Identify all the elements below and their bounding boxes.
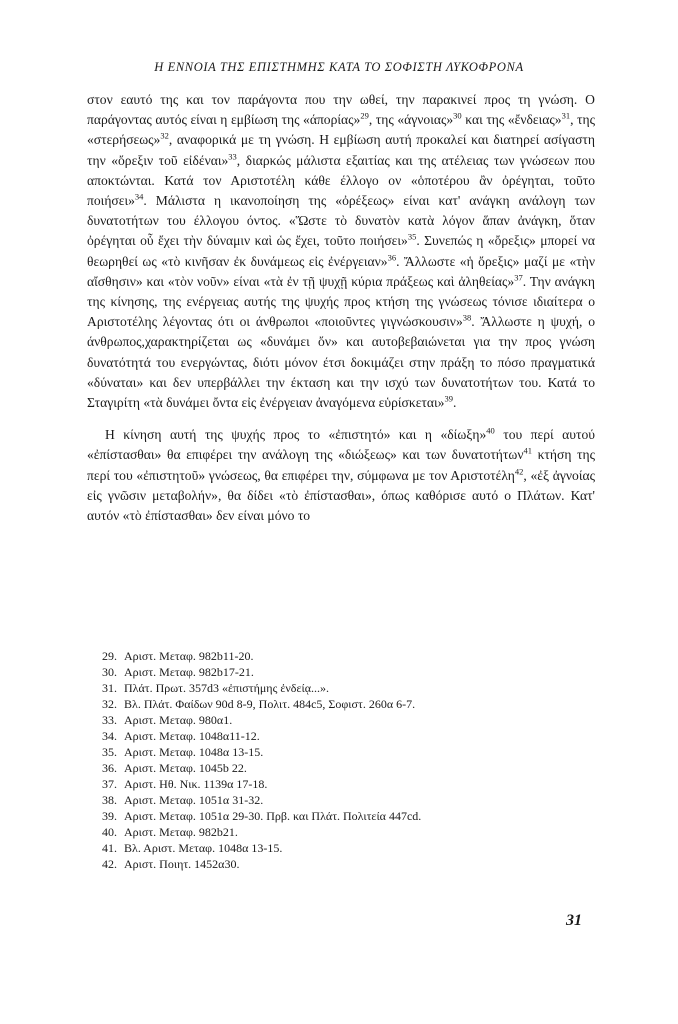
footnote-marker: 42 <box>514 466 524 477</box>
footnote-number: 37. <box>102 777 117 791</box>
footnote-marker: 41 <box>523 445 532 456</box>
footnote-number: 40. <box>102 825 117 839</box>
paragraph-text: Η κίνηση αυτή της ψυχής προς το «ἐπιστητό» και η «δίωξη» <box>105 427 487 443</box>
footnote-item <box>102 680 562 696</box>
footnote-item <box>102 648 562 664</box>
paragraph-text: , της «άγνοιας» <box>368 112 454 128</box>
footnote-marker: 33 <box>228 151 237 162</box>
footnote-number: 29. <box>102 649 117 663</box>
footnote-text: Αριστ. Μεταφ. 980α1. <box>124 713 233 727</box>
footnote-text: Αριστ. Μεταφ. 982b11-20. <box>124 649 254 663</box>
paragraph-text: κτήση της περί του «ἐπιστητοῦ» γνώσεως, θα επιφέρει την, σύμφωνα με τον Αριστοτέλη <box>87 447 595 483</box>
paragraph-text: , διαρκώς μάλιστα εξαιτίας και της ατέλειας των γνώσεων που αποκτώνται. Κατά τον Αριστοτέλη κάθε έλλογο ον «ὁποτέρου ἂν ὀρέγηται, τοῦτο ποιήσει» <box>87 152 595 209</box>
footnote-marker: 35 <box>407 231 417 242</box>
paragraph-text: . Ἄλλωστε η ψυχή, ο άνθρωπος,χαρακτηρίζεται ως «δυνάμει ὄν» και αυτοβεβαιώνεται για την προς γνώση δυνατότητά του ενεργώντας, διότι μόνον έτσι δοκιμάζει στην πράξη το πόσο πραγματικά «δύναται» και δεν υπερβάλλει την έκταση και την ισχύ των δυνατοτήτων του. Κατά το Σταγιρίτη «τὰ δυνάμει ὄντα εἰς ἐνέργειαν ἀναγόμενα εὑρίσκεται» <box>87 314 596 411</box>
footnote-item <box>102 664 562 680</box>
paragraph-text: στον εαυτό της και τον παράγοντα που την ωθεί, την παρακινεί προς τη γνώση. Ο παράγοντας αυτός είναι η εμβίωση της «άπορίας» <box>87 92 595 128</box>
footnote-item <box>102 856 562 872</box>
footnote-marker: 31 <box>561 110 571 121</box>
footnote-text: Αριστ. Ποιητ. 1452α30. <box>124 857 240 871</box>
footnote-item <box>102 744 562 760</box>
paragraph-text: , «ἐξ ἀγνοίας εἰς γνῶσιν μεταβολήν», θα δίδει «τὸ ἐπίστασθαι», όπως καθόρισε αυτό ο Πλάτων. Κατ' αυτόν «τὸ ἐπίστασθαι» δεν είναι μόνο το <box>87 467 596 524</box>
paragraph-text: και της «ἔνδειας» <box>461 112 562 128</box>
footnote-text: Αριστ. Ηθ. Νικ. 1139α 17-18. <box>124 777 268 791</box>
footnote-number: 31. <box>102 681 117 695</box>
footnote-text: Αριστ. Μεταφ. 1051α 29-30. Πρβ. και Πλάτ. Πολιτεία 447cd. <box>124 809 422 823</box>
footnote-marker: 30 <box>453 110 462 121</box>
footnote-text: Πλάτ. Πρωτ. 357d3 «ἐπιστήμης ἐνδείᾳ...». <box>124 681 329 695</box>
footnote-number: 36. <box>102 761 117 775</box>
footnote-marker: 32 <box>160 130 169 141</box>
footnote-item <box>102 824 562 840</box>
footnote-number: 33. <box>102 713 117 727</box>
paragraph <box>87 425 595 526</box>
footnote-number: 30. <box>102 665 117 679</box>
footnote-number: 34. <box>102 729 117 743</box>
paragraph-text: , της «στερήσεως» <box>87 112 595 148</box>
footnote-number: 38. <box>102 793 117 807</box>
footnote-marker: 39 <box>444 393 453 404</box>
footnote-number: 35. <box>102 745 117 759</box>
footnote-text: Αριστ. Μεταφ. 1045b 22. <box>124 761 247 775</box>
footnote-marker: 34 <box>134 191 144 202</box>
running-head: Η ΕΝΝΟΙΑ ΤΗΣ ΕΠΙΣΤΗΜΗΣ ΚΑΤΑ ΤΟ ΣΟΦΙΣΤΗ ΛΥΚΟΦΡΟΝΑ <box>154 60 524 74</box>
footnote-text: Αριστ. Μεταφ. 1048α11-12. <box>124 729 260 743</box>
footnote-item <box>102 760 562 776</box>
footnote-number: 32. <box>102 697 117 711</box>
footnote-item <box>102 840 562 856</box>
footnote-item <box>102 776 562 792</box>
footnote-number: 42. <box>102 857 117 871</box>
footnote-marker: 36 <box>387 252 397 263</box>
footnote-item <box>102 792 562 808</box>
paragraph-text: του περί αυτού «ἐπίστασθαι» θα επιφέρει την ανάλογη της «διώξεως» και των δυνατοτήτων <box>87 427 596 463</box>
footnote-text: Αριστ. Μεταφ. 982b17-21. <box>124 665 254 679</box>
footnote-item <box>102 712 562 728</box>
footnotes-list <box>102 648 562 872</box>
paragraph-text: . Ἄλλωστε «ἡ ὄρεξις» μαζί με «τὴν αἴσθησιν» και «τὸν νοῦν» είναι «τὰ ἐν τῇ ψυχῇ κύρια πράξεως καὶ ἀληθείας» <box>87 253 595 289</box>
footnote-item <box>102 808 562 824</box>
footnote-number: 39. <box>102 809 117 823</box>
paragraph <box>87 90 595 413</box>
footnote-text: Αριστ. Μεταφ. 1048α 13-15. <box>124 745 264 759</box>
footnote-number: 41. <box>102 841 117 855</box>
footnote-item <box>102 728 562 744</box>
paragraph-text: . <box>452 395 457 411</box>
paragraph-text: . Συνεπώς η «ὄρεξις» μπορεί να θεωρηθεί ως «τὸ κινῆσαν ἐκ δυνάμεως εἰς ἐνέργειαν» <box>87 233 595 269</box>
footnote-item <box>102 696 562 712</box>
footnote-marker: 40 <box>486 425 495 436</box>
page-number: 31 <box>566 912 582 929</box>
footnote-text: Βλ. Πλάτ. Φαίδων 90d 8-9, Πολιτ. 484c5, Σοφιστ. 260α 6-7. <box>124 697 416 711</box>
footnote-marker: 29 <box>360 110 369 121</box>
body-text <box>87 90 595 526</box>
footnote-marker: 37 <box>514 272 523 283</box>
footnote-text: Βλ. Αριστ. Μεταφ. 1048α 13-15. <box>124 841 283 855</box>
footnote-text: Αριστ. Μεταφ. 982b21. <box>124 825 238 839</box>
footnote-marker: 38 <box>462 312 472 323</box>
footnote-text: Αριστ. Μεταφ. 1051α 31-32. <box>124 793 264 807</box>
paragraph-text: . Την ανάγκη της κίνησης, της ενέργειας αυτής της ψυχής προς κτήση της γνώσεως τόνισε ιδιαίτερα ο Αριστοτέλης λέγοντας ότι οι άνθρωποι «ποιοῦντες γιγνώσκουσιν» <box>87 273 595 330</box>
paragraph-text: , αναφορικά με τη γνώση. Η εμβίωση αυτή προκαλεί και διατηρεί ασίγαστη την «ὄρεξιν τοῦ εἰδέναι» <box>87 132 595 168</box>
paragraph-text: . Μάλιστα η ικανοποίηση της «ὀρέξεως» είναι κατ' ανάγκη ανάλογη των δυνατοτήτων του έλλογου όντος. «Ὥστε τὸ δυνατὸν κατὰ λόγον ἅπαν ἀνάγκη, ὅταν ὀρέγηται οὗ ἔχει τὴν δύναμιν καὶ ὡς ἔχει, τοῦτο ποιήσει» <box>87 193 595 249</box>
